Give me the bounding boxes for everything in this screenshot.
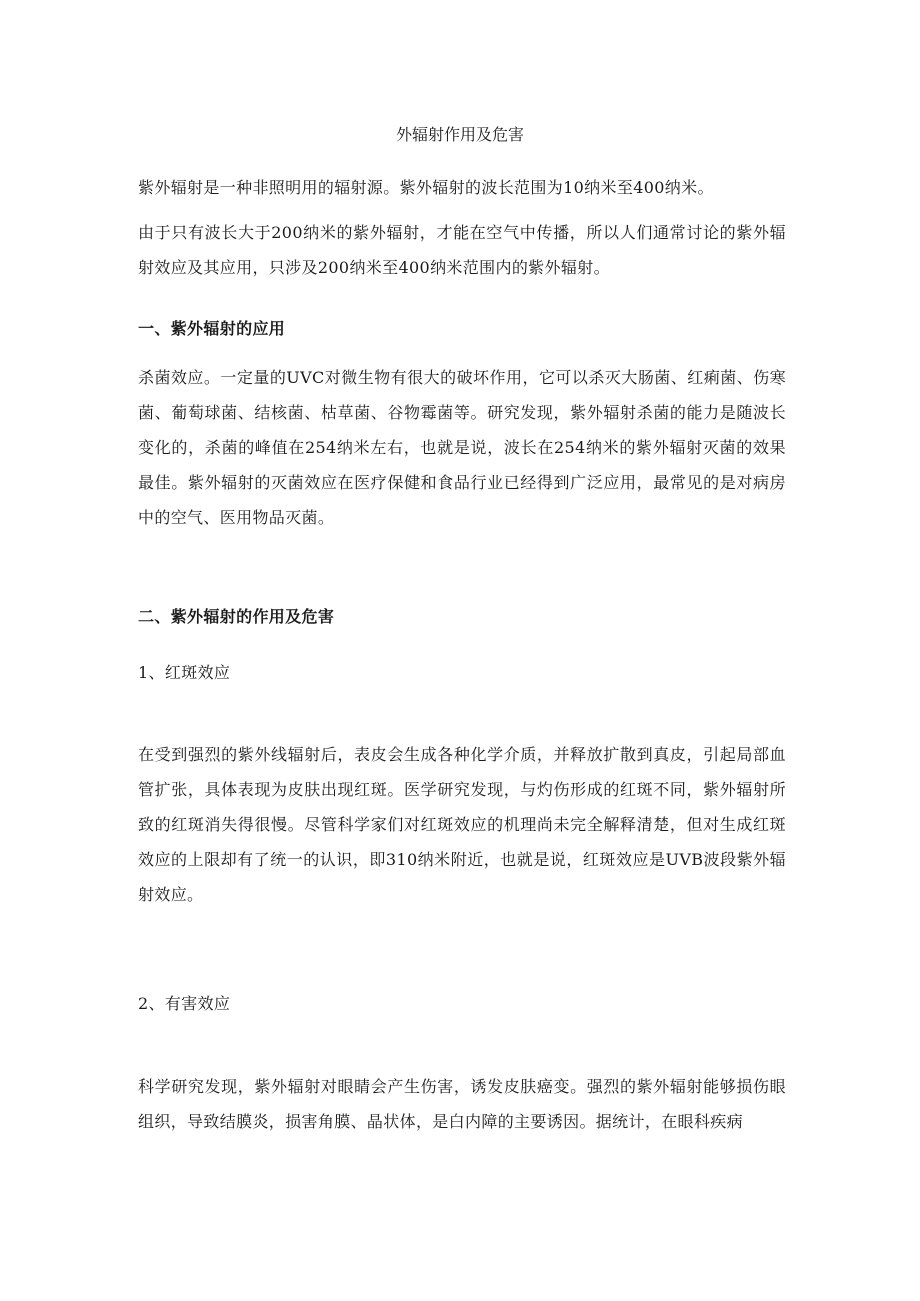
section-2-heading: 二、紫外辐射的作用及危害 xyxy=(138,607,335,626)
subsection-1-paragraph: 在受到强烈的紫外线辐射后，表皮会生成各种化学介质，并释放扩散到真皮，引起局部血管扩张，具体表现为皮肤出现红斑。医学研究发现，与灼伤形成的红斑不同，紫外辐射所致的红斑消失得很慢。尽管科学家们对红斑效应的机理尚未完全解释清楚，但对生成红斑效应的上限却有了统一的认识，即310纳米附近，也就是说，红斑效应是UVB波段紫外辐射效应。 xyxy=(138,745,786,904)
document-title: 外辐射作用及危害 xyxy=(395,125,524,144)
subsection-1-heading: 1、红斑效应 xyxy=(138,663,231,682)
subsection-2-heading: 2、有害效应 xyxy=(138,994,231,1013)
intro-paragraph-2: 由于只有波长大于200纳米的紫外辐射，才能在空气中传播，所以人们通常讨论的紫外辐射效应及其应用，只涉及200纳米至400纳米范围内的紫外辐射。 xyxy=(138,223,786,277)
section-1-heading: 一、紫外辐射的应用 xyxy=(138,319,286,338)
section-1-paragraph: 杀菌效应。一定量的UVC对微生物有很大的破坏作用，它可以杀灭大肠菌、红痢菌、伤寒菌、葡萄球菌、结核菌、枯草菌、谷物霉菌等。研究发现，紫外辐射杀菌的能力是随波长变化的，杀菌的峰值在254纳米左右，也就是说，波长在254纳米的紫外辐射灭菌的效果最佳。紫外辐射的灭菌效应在医疗保健和食品行业已经得到广泛应用，最常见的是对病房中的空气、医用物品灭菌。 xyxy=(138,368,786,527)
intro-paragraph-1: 紫外辐射是一种非照明用的辐射源。紫外辐射的波长范围为10纳米至400纳米。 xyxy=(138,178,714,197)
subsection-2-paragraph: 科学研究发现，紫外辐射对眼睛会产生伤害，诱发皮肤癌变。强烈的紫外辐射能够损伤眼组织，导致结膜炎，损害角膜、晶状体，是白内障的主要诱因。据统计，在眼科疾病 xyxy=(138,1077,786,1131)
